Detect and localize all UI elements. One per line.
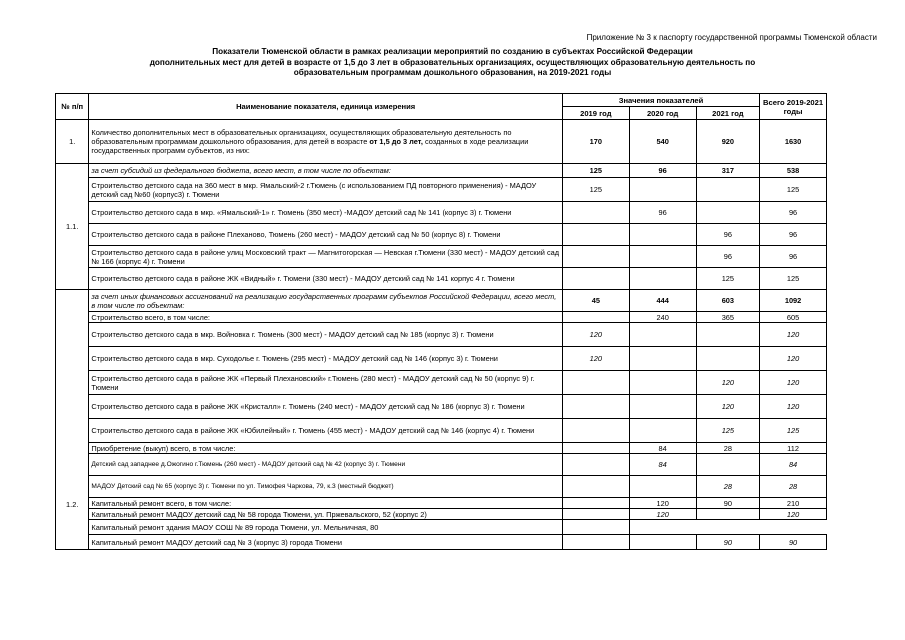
cell-2021: 120: [696, 371, 760, 395]
header-num: № п/п: [56, 94, 89, 120]
cell-total: [760, 520, 827, 535]
cell-2019: [562, 454, 629, 476]
header-2021: 2021 год: [696, 107, 760, 120]
cell-total: 96: [760, 224, 827, 246]
cell-2019: 170: [562, 120, 629, 164]
header-2020: 2020 год: [629, 107, 696, 120]
cell-2020: 96: [629, 164, 696, 178]
table-row: [56, 323, 827, 347]
cell-2020: [629, 520, 696, 535]
cell-2020: [629, 178, 696, 202]
cell-2021: [696, 509, 760, 520]
cell-total: 96: [760, 202, 827, 224]
cell-total: 210: [760, 498, 827, 509]
header-2019: 2019 год: [562, 107, 629, 120]
row-text: Строительство детского сада в мкр. «Ямальский-1» г. Тюмень (350 мест) -МАДОУ детский сад № 141 (корпус 3) г. Тюмени: [89, 202, 562, 224]
table-row: [56, 164, 827, 178]
cell-2020: [629, 224, 696, 246]
cell-2021: 96: [696, 246, 760, 268]
title-line-3: образовательным программам дошкольного образования, на 2019-2021 годы: [293, 68, 612, 77]
row-text: за счет иных финансовых ассигнований на реализацию государственных программ субъектов Российской Федерации, всего мест, в том числе по объектам:: [89, 290, 562, 312]
cell-total: 84: [760, 454, 827, 476]
cell-2020: [629, 371, 696, 395]
row-text: Капитальный ремонт здания МАОУ СОШ № 89 города Тюмени, ул. Мельничная, 80: [89, 520, 562, 535]
cell-2019: [562, 268, 629, 290]
row-text: МАДОУ Детский сад № 65 (корпус 3) г. Тюмени по ул. Тимофея Чаркова, 79, к.3 (местный бюджет): [89, 476, 562, 498]
row-num: 1.2.: [56, 290, 89, 550]
table-row: [56, 520, 827, 535]
cell-total: 1630: [760, 120, 827, 164]
row-text: Строительство детского сада в районе ЖК «Юбилейный» г. Тюмень (455 мест) - МАДОУ детский сад № 146 (корпус 4) г. Тюмени: [89, 419, 562, 443]
cell-2019: 120: [562, 347, 629, 371]
table-row: [56, 535, 827, 550]
cell-2020: [629, 268, 696, 290]
indicators-table: [55, 93, 827, 550]
cell-2019: [562, 246, 629, 268]
table-row: [56, 246, 827, 268]
cell-total: 538: [760, 164, 827, 178]
row-text: Строительство детского сада в мкр. Суходолье г. Тюмень (295 мест) - МАДОУ детский сад № 146 (корпус 3) г. Тюмени: [89, 347, 562, 371]
row-text: Детский сад западнее д.Ожогино г.Тюмень (260 мест) - МАДОУ детский сад № 42 (корпус 3) г. Тюмени: [89, 454, 562, 476]
table-row: [56, 443, 827, 454]
cell-2021: [696, 202, 760, 224]
table-row: [56, 202, 827, 224]
appendix-note: Приложение № 3 к паспорту государственной программы Тюменской области: [586, 33, 877, 42]
cell-2021: [696, 178, 760, 202]
row-text-part: созданных в ходе реализации государственных программ субъектов, из них:: [91, 137, 529, 155]
cell-total: 125: [760, 178, 827, 202]
row-text: [89, 120, 562, 164]
cell-2020: [629, 347, 696, 371]
cell-2021: [696, 347, 760, 371]
cell-total: 1092: [760, 290, 827, 312]
cell-2021: 90: [696, 535, 760, 550]
title-line-2: дополнительных мест для детей в возрасте от 1,5 до 3 лет в образовательных организациях, осуществляющих образовательную деятельность по: [149, 57, 756, 67]
row-text: Приобретение (выкуп) всего, в том числе:: [89, 443, 562, 454]
cell-2020: [629, 323, 696, 347]
table-row: [56, 268, 827, 290]
cell-2021: [696, 520, 760, 535]
row-text-part: Количество дополнительных мест в образовательных организациях, осуществляющих образовательную деятельность по образовательным программам дошкольного образования, для детей в возрасте: [91, 128, 512, 146]
cell-2019: [562, 535, 629, 550]
cell-2019: 125: [562, 178, 629, 202]
cell-2020: 120: [629, 509, 696, 520]
cell-total: 120: [760, 371, 827, 395]
header-name: Наименование показателя, единица измерения: [89, 94, 562, 120]
cell-2021: 125: [696, 419, 760, 443]
table-row: [56, 476, 827, 498]
row-text: Строительство детского сада в районе ЖК «Первый Плехановский» г.Тюмень (280 мест) - МАДОУ детский сад № 50 (корпус 9) г. Тюмени: [89, 371, 562, 395]
cell-2021: 96: [696, 224, 760, 246]
cell-2020: [629, 535, 696, 550]
cell-total: 96: [760, 246, 827, 268]
cell-2021: 920: [696, 120, 760, 164]
row-text: Строительство детского сада в мкр. Войновка г. Тюмень (300 мест) - МАДОУ детский сад № 185 (корпус 3) г. Тюмени: [89, 323, 562, 347]
cell-2020: [629, 395, 696, 419]
row-text: за счет субсидий из федерального бюджета, всего мест, в том числе по объектам:: [89, 164, 562, 178]
row-text: Капитальный ремонт МАДОУ детский сад № 58 города Тюмени, ул. Пржевальского, 52 (корпус 2): [89, 509, 562, 520]
cell-2019: 120: [562, 323, 629, 347]
cell-2019: [562, 443, 629, 454]
cell-2019: [562, 498, 629, 509]
cell-2020: 444: [629, 290, 696, 312]
cell-2021: 365: [696, 312, 760, 323]
cell-total: 605: [760, 312, 827, 323]
cell-2021: [696, 323, 760, 347]
row-num: 1.: [56, 120, 89, 164]
cell-2020: 120: [629, 498, 696, 509]
row-text: Строительство детского сада в районе улиц Московский тракт — Магнитогорская — Невская г.Тюмени (330 мест) - МАДОУ детский сад № 166 (корпус 4) г. Тюмени: [89, 246, 562, 268]
cell-2021: [696, 454, 760, 476]
row-text: Строительство детского сада в районе Плеханово, Тюмень (260 мест) - МАДОУ детский сад № 50 (корпус 8) г. Тюмени: [89, 224, 562, 246]
header-row-1: [56, 94, 827, 107]
table-row: [56, 419, 827, 443]
cell-total: 120: [760, 347, 827, 371]
cell-2020: [629, 476, 696, 498]
table-row: [56, 290, 827, 312]
cell-total: 28: [760, 476, 827, 498]
cell-2021: 603: [696, 290, 760, 312]
cell-2021: 125: [696, 268, 760, 290]
cell-2019: [562, 371, 629, 395]
table-row: [56, 224, 827, 246]
table-row: [56, 371, 827, 395]
cell-2019: [562, 395, 629, 419]
row-num: 1.1.: [56, 164, 89, 290]
cell-2020: 84: [629, 443, 696, 454]
cell-2019: [562, 476, 629, 498]
cell-total: 120: [760, 323, 827, 347]
cell-2019: [562, 312, 629, 323]
cell-2020: 240: [629, 312, 696, 323]
header-values: Значения показателей: [562, 94, 759, 107]
cell-2020: 84: [629, 454, 696, 476]
table-row: [56, 395, 827, 419]
row-text: Строительство всего, в том числе:: [89, 312, 562, 323]
table-row: [56, 509, 827, 520]
cell-2021: 120: [696, 395, 760, 419]
row-text: Строительство детского сада в районе ЖК «Кристалл» г. Тюмень (240 мест) - МАДОУ детский сад № 186 (корпус 3) г. Тюмени: [89, 395, 562, 419]
table-row: [56, 178, 827, 202]
cell-2020: 540: [629, 120, 696, 164]
table-row: [56, 347, 827, 371]
cell-2021: 90: [696, 498, 760, 509]
cell-2020: 96: [629, 202, 696, 224]
cell-total: 125: [760, 268, 827, 290]
cell-total: 112: [760, 443, 827, 454]
cell-2021: 317: [696, 164, 760, 178]
row-text: Строительство детского сада в районе ЖК «Видный» г. Тюмени (330 мест) - МАДОУ детский сад № 141 корпус 4 г. Тюмени: [89, 268, 562, 290]
cell-total: 120: [760, 509, 827, 520]
cell-2019: [562, 520, 629, 535]
cell-2020: [629, 246, 696, 268]
row-text: Капитальный ремонт МАДОУ детский сад № 3 (корпус 3) города Тюмени: [89, 535, 562, 550]
row-text-bold: от 1,5 до 3 лет,: [369, 137, 423, 146]
cell-2021: 28: [696, 443, 760, 454]
row-text: Капитальный ремонт всего, в том числе:: [89, 498, 562, 509]
document-title: [0, 47, 905, 79]
title-line-1: Показатели Тюменской области в рамках реализации мероприятий по созданию в субъектах Российской Федерации: [212, 47, 693, 56]
cell-2020: [629, 419, 696, 443]
cell-2019: [562, 419, 629, 443]
table-row: [56, 498, 827, 509]
cell-total: 90: [760, 535, 827, 550]
cell-2019: 45: [562, 290, 629, 312]
row-text: Строительство детского сада на 360 мест в мкр. Ямальский-2 г.Тюмень (с использованием ПД повторного применения) - МАДОУ детский сад №60 (корпус3) г. Тюмени: [89, 178, 562, 202]
cell-2019: [562, 202, 629, 224]
cell-2021: 28: [696, 476, 760, 498]
cell-total: 125: [760, 419, 827, 443]
table-row: [56, 312, 827, 323]
cell-total: 120: [760, 395, 827, 419]
header-total: Всего 2019-2021 годы: [760, 94, 827, 120]
table-row: [56, 454, 827, 476]
cell-2019: [562, 224, 629, 246]
cell-2019: 125: [562, 164, 629, 178]
cell-2019: [562, 509, 629, 520]
table-row: [56, 120, 827, 164]
